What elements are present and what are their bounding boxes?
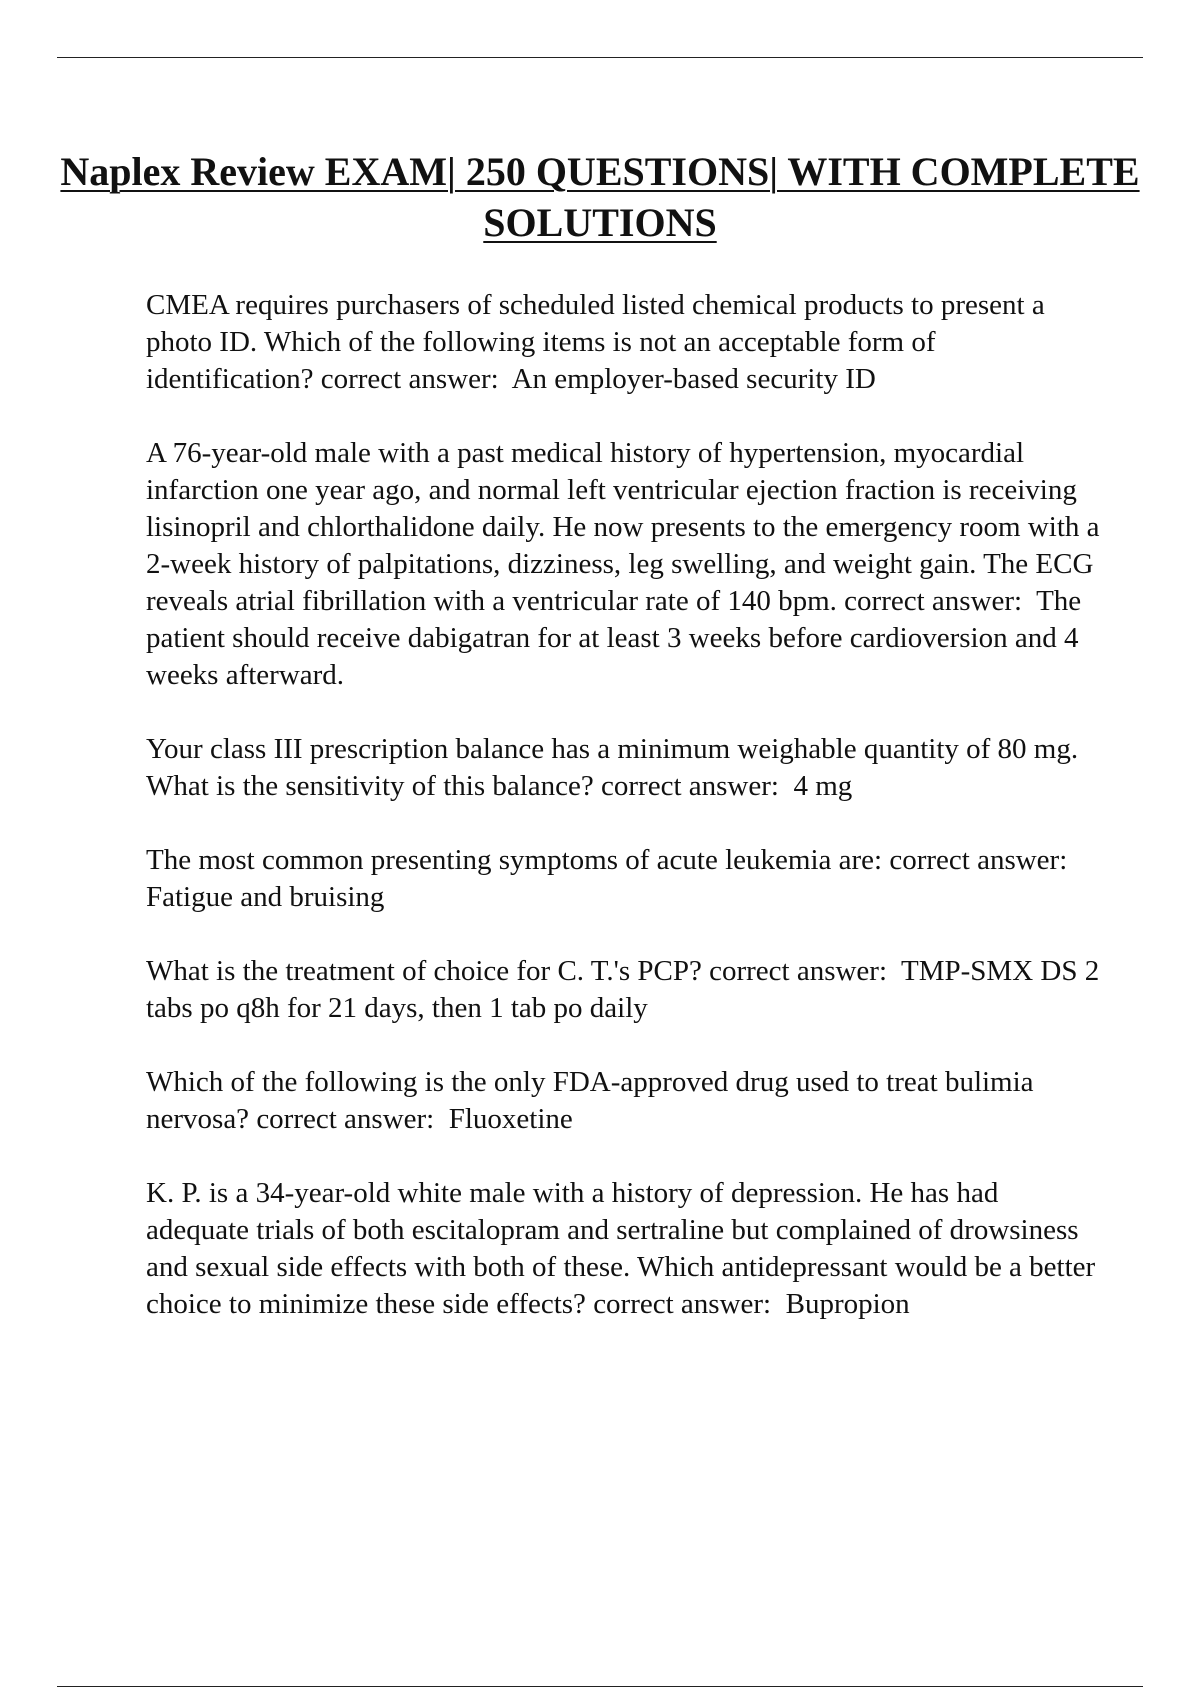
answer-text: An employer-based security ID (511, 363, 876, 395)
answer-text: Fatigue and bruising (146, 881, 385, 913)
question-text: The most common presenting symptoms of acute leukemia are: (146, 844, 883, 876)
question-text: A 76-year-old male with a past medical history of hypertension, myocardial infarction one year ago, and normal left ventricular ejection fraction is receiving lisinopril and chlorthalidone daily. He now presents to the emergency room with a 2-week history of palpitations, dizziness, leg swelling, and weight gain. The ECG reveals atrial fibrillation with a ventricular rate of 140 bpm. (146, 437, 1100, 617)
answer-text: Bupropion (785, 1288, 910, 1320)
question-text: What is the treatment of choice for C. T.'s PCP? (146, 955, 702, 987)
qa-item (146, 435, 1102, 694)
answer-text: TMP-SMX DS 2 tabs po q8h for 21 days, then 1 tab po daily (146, 955, 1107, 1024)
qa-item (146, 842, 1102, 916)
answer-label: correct answer: (601, 770, 779, 802)
qa-list (146, 287, 1107, 1360)
bottom-divider (57, 1686, 1143, 1687)
question-text: K. P. is a 34-year-old white male with a history of depression. He has had adequate trials of both escitalopram and sertraline but complained of drowsiness and sexual side effects with both of these. Which antidepressant would be a better choice to minimize these side effects? (146, 1177, 1096, 1320)
answer-label: correct answer: (709, 955, 888, 987)
answer-label: correct answer: (844, 585, 1023, 617)
answer-label: correct answer: (320, 363, 499, 395)
qa-item (146, 731, 1102, 805)
answer-text: 4 mg (793, 770, 853, 802)
qa-item (146, 1175, 1102, 1323)
answer-text: The patient should receive dabigatran for at least 3 weeks before cardioversion and 4 weeks afterward. (146, 585, 1089, 691)
top-divider (57, 57, 1143, 58)
question-text: Your class III prescription balance has a minimum weighable quantity of 80 mg. What is the sensitivity of this balance? (146, 733, 1079, 802)
answer-label: correct answer: (593, 1288, 772, 1320)
answer-text: Fluoxetine (448, 1103, 573, 1135)
document-title: Naplex Review EXAM| 250 QUESTIONS| WITH COMPLETE SOLUTIONS (60, 149, 1140, 245)
question-text: Which of the following is the only FDA-approved drug used to treat bulimia nervosa? (146, 1066, 1034, 1135)
qa-item (146, 1064, 1102, 1138)
answer-label: correct answer: (889, 844, 1068, 876)
qa-item (146, 953, 1107, 1027)
answer-label: correct answer: (256, 1103, 435, 1135)
question-text: CMEA requires purchasers of scheduled listed chemical products to present a photo ID. Which of the following items is not an acceptable form of identification? (146, 289, 1045, 395)
qa-item (146, 287, 1102, 398)
